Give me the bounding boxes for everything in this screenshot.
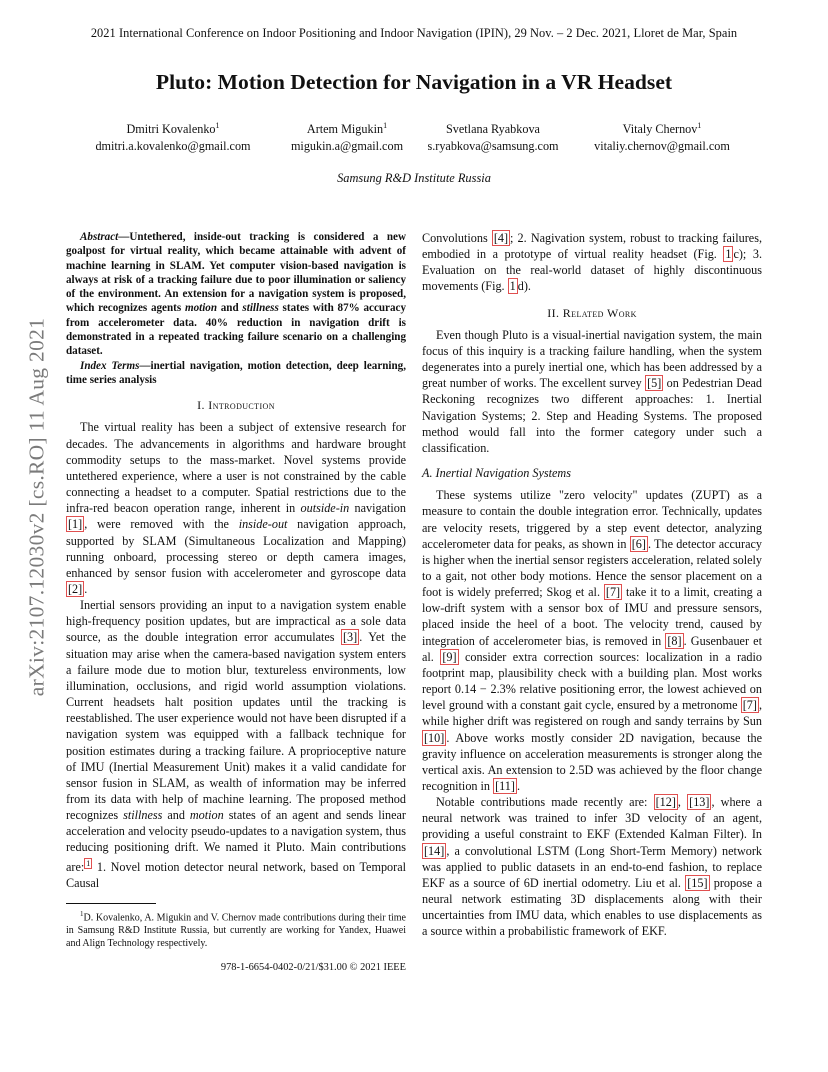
- text: Notable contributions made recently are:: [436, 795, 654, 810]
- emph: inside-out: [238, 517, 288, 532]
- text: , while higher drift was registered on rough and sandy terrains by Sun: [422, 698, 762, 729]
- citation-link[interactable]: [8]: [667, 633, 682, 648]
- author-mark: 1: [697, 120, 702, 130]
- citation-link[interactable]: [10]: [424, 730, 445, 745]
- related-work-paragraph: [422, 327, 762, 456]
- citation-link[interactable]: [12]: [655, 795, 676, 810]
- author-mark: 1: [383, 120, 388, 130]
- author-4: [567, 121, 757, 155]
- author-1: [78, 121, 268, 155]
- copyright-notice: 978-1-6654-0402-0/21/$31.00 © 2021 IEEE: [220, 962, 406, 973]
- emph: outside-in: [300, 501, 350, 516]
- author-name: Vitaly Chernov: [622, 122, 698, 136]
- intro-paragraph-2: [66, 597, 406, 891]
- abstract-text: states with 87% accuracy from accelerometer data. 40% reduction in navigation drift is demonstrated in a repeated tracking failure scenario on a challenging dataset.: [66, 302, 406, 358]
- text: , were removed with the: [84, 517, 239, 532]
- arxiv-id: arXiv:2107.12030v2 [cs.RO] 11 Aug 2021: [24, 317, 49, 697]
- author-mark: 1: [215, 120, 220, 130]
- index-terms-lead: Index Terms: [80, 359, 140, 372]
- citation-link[interactable]: [7]: [605, 585, 621, 600]
- abstract-emph: stillness: [242, 302, 279, 315]
- footnote-rule: [66, 903, 156, 904]
- footnote-mark: 1: [80, 910, 84, 919]
- subsection-heading-ins: A. Inertial Navigation Systems: [422, 466, 571, 481]
- text: ,: [677, 795, 688, 810]
- text: . Gusenbauer et al.: [422, 633, 762, 664]
- author-email: vitaliy.chernov@gmail.com: [594, 139, 730, 153]
- citation-link[interactable]: [6]: [631, 536, 646, 551]
- citation-link[interactable]: [5]: [647, 376, 662, 391]
- author-3: [398, 121, 588, 155]
- author-email: dmitri.a.kovalenko@gmail.com: [95, 139, 251, 153]
- text: . Above works mostly consider 2D navigation, because the gravity influence on acceleration measurements is stronger along the vertical axis. An extension to 2.5D was achieved by the floor change recognition in: [422, 730, 762, 793]
- text: navigation approach, supported by SLAM (Simultaneous Localization and Mapping) running onboard, processing stereo or depth camera images, enhanced by sensor fusion with accelerometer and gyroscope data: [66, 517, 407, 580]
- arxiv-stamp: [22, 285, 52, 730]
- abstract-text: and: [217, 302, 243, 315]
- text: These systems utilize "zero velocity" updates (ZUPT) as a measure to contain the double integration error. Technically, updates are velocity resets, triggered by a step event detector, analyzing accelerometer data for peaks, as shown in: [422, 488, 762, 551]
- intro-paragraph-1: [66, 419, 406, 597]
- citation-link[interactable]: [2]: [68, 581, 83, 596]
- text: The virtual reality has been a subject of extensive research for decades. The advancements in algorithms and hardware brought commodity setups to the mass-market. Novel systems provide untethered experience, where a user is not constrained by the cable connecting a headset to a computer. Spatial restrictions due to the infra-red beacon operation range, inherent in: [66, 420, 406, 516]
- abstract-text: —Untethered, inside-out tracking is considered a new goalpost for virtual reality, which became attainable with advent of machine learning in SLAM. Yet computer vision-based navigation is always at risk of a tracking failure due to poor illumination or saliency of the environment. An extension for a navigation system is proposed, which recognizes agents: [66, 231, 406, 315]
- text: Convolutions: [422, 231, 492, 245]
- citation-link[interactable]: [4]: [493, 231, 509, 245]
- citation-link[interactable]: [3]: [343, 630, 358, 645]
- author-list: [0, 121, 828, 161]
- text: . The detector accuracy is higher when the inertial sensor registers acceleration, related solely to a gait, not other body motions. Hence the sensor placement on a foot is widely preferred; Skog et al.: [422, 536, 762, 600]
- author-email: migukin.a@gmail.com: [290, 139, 404, 153]
- contributions-continued: [422, 230, 762, 295]
- author-name: Dmitri Kovalenko: [126, 122, 216, 136]
- conference-header: 2021 International Conference on Indoor Positioning and Indoor Navigation (IPIN), 29 Nov. – 2 Dec. 2021, Lloret de Mar, Spain: [90, 26, 738, 40]
- text: consider extra correction sources: localization in a radio footprint map, plausibility check with a building plan. Most works report 0.14 − 2.3% relative positioning error, the lowest achieved on level ground with a constant gait cycle, ensured by a metronome: [422, 649, 762, 713]
- citation-link[interactable]: [15]: [687, 875, 708, 890]
- citation-link[interactable]: [9]: [442, 649, 457, 664]
- text: on Pedestrian Dead Reckoning recognizes two different approaches: 1. Inertial Navigation Systems; 2. Step and Heading Systems. The proposed method would fall into the former category under such a classification.: [422, 376, 762, 455]
- citation-link[interactable]: [14]: [424, 843, 445, 858]
- author-email: s.ryabkova@samsung.com: [427, 139, 559, 153]
- ins-paragraph: [422, 487, 762, 794]
- text: Even though Pluto is a visual-inertial navigation system, the main focus of this inquiry is a tracking failure handling, when the system degenerates into a purely inertial one, which has been addressed by a great number of works. The excellent survey: [422, 327, 762, 391]
- text: , a convolutional LSTM (Long Short-Term Memory) network was applied to public datasets in an end-to-end fashion, to replace EKF as a source of 6D inertial odometry. Liu et al.: [422, 843, 762, 890]
- section-heading-introduction: I. Introduction: [197, 398, 275, 413]
- author-name: Artem Migukin: [306, 122, 384, 136]
- text: .: [516, 779, 520, 793]
- footnote: [66, 908, 406, 950]
- text: c); 3. Evaluation on the real-world dataset of highly discontinuous movements (Fig.: [422, 247, 762, 294]
- affiliation: Samsung R&D Institute Russia: [337, 171, 491, 185]
- index-terms: [66, 359, 406, 388]
- text: ; 2. Nagivation system, robust to tracking failures, embodied in a prototype of virtual reality headset (Fig.: [422, 231, 763, 262]
- text: d).: [517, 279, 531, 294]
- text: . Yet the situation may arise when the camera-based navigation system enters a failure mode due to motion blur, textureless environments, low illumination, occlusions, and rigid world assumption violations. Current headsets halt position updates until the tracking is reestablished. The user experience would not have been disrupted if a navigation system was equipped with a fallback technique for position estimates during a tracking failure. A proprioceptive nature of IMU (Inertial Measurement Unit) makes it a valid candidate for sensor fusion in SLAM, as wealth of information may be inferred from its data with help of machine learning. The proposed method recognizes: [66, 630, 406, 823]
- citation-link[interactable]: [7]: [742, 698, 757, 713]
- section-heading-related-work: II. Related Work: [547, 305, 637, 320]
- figure-link[interactable]: 1: [509, 279, 516, 294]
- citation-link[interactable]: [1]: [68, 517, 83, 532]
- text: take it to a limit, creating a low-drift system with a sensor box of IMU and pressure sensors, placed inside the heel of a boot. The velocity trend, caused by integration of accelerometer bias, is removed in: [422, 585, 763, 648]
- emph: stillness: [123, 808, 163, 823]
- emph: motion: [189, 808, 224, 823]
- abstract-emph: motion: [184, 302, 217, 315]
- text: states of an agent and sends linear acceleration and velocity pseudo-updates to a navigation system, thus reducing positioning drift. We named it Pluto. Main contributions are:: [66, 808, 406, 874]
- citation-link[interactable]: [13]: [689, 795, 710, 810]
- text: propose a neural network estimating 3D displacements along with their uncertainties from IMU data, which enables to use displacements as a source within a probabilistic framework of EKF.: [422, 875, 763, 939]
- text: navigation: [349, 501, 406, 516]
- text: .: [84, 581, 88, 596]
- author-name: Svetlana Ryabkova: [446, 122, 540, 136]
- text: Inertial sensors providing an input to a navigation system enable high-frequency position updates, but are impractical as a sole data source, as the double integration error accumulates: [66, 598, 406, 645]
- abstract: [66, 230, 406, 359]
- footnote-link[interactable]: 1: [86, 858, 91, 868]
- paper-title: Pluto: Motion Detection for Navigation in a VR Headset: [155, 70, 673, 94]
- right-column: [422, 230, 762, 940]
- figure-link[interactable]: 1: [725, 247, 732, 262]
- citation-link[interactable]: [11]: [495, 779, 515, 793]
- text: and: [162, 808, 190, 823]
- text: , where a neural network was trained to infer 3D velocity of an agent, providing a useful constraint to EKF (Extended Kalman Filter). In: [422, 795, 763, 842]
- notable-contributions-paragraph: [422, 794, 762, 939]
- index-terms-text: —inertial navigation, motion detection, deep learning, time series analysis: [66, 359, 406, 386]
- left-column: [66, 230, 406, 950]
- abstract-lead: Abstract: [80, 231, 119, 243]
- text: 1. Novel motion detector neural network, based on Temporal Causal: [66, 859, 406, 890]
- footnote-text: D. Kovalenko, A. Migukin and V. Chernov made contributions during their time in Samsung R&D Institute Russia, but currently are working for Yandex, Huawei and Align Technology respectively.: [66, 912, 406, 949]
